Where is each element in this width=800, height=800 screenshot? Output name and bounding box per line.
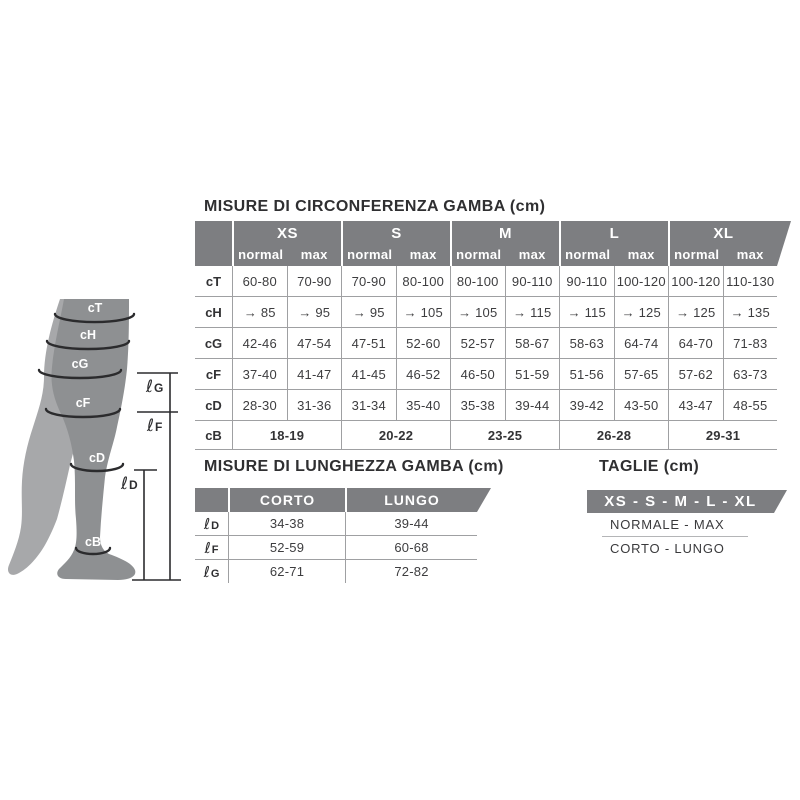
row-label: cB — [205, 427, 222, 443]
length-label-lf: ℓF — [147, 416, 163, 436]
table-cell: 100-120 — [668, 266, 723, 296]
table-cell: 64-74 — [614, 328, 669, 358]
taglie-title: TAGLIE (cm) — [599, 458, 700, 475]
table-cell: → 135 — [723, 297, 778, 327]
leg-label-ch: cH — [80, 328, 96, 342]
table-cell: 47-54 — [287, 328, 342, 358]
table-cell: 29-31 — [668, 421, 777, 449]
table-cell: 39-44 — [345, 512, 477, 535]
taglie-corto-lungo: CORTO - LUNGO — [610, 541, 725, 556]
table-cell: 26-28 — [559, 421, 668, 449]
length-table — [195, 488, 477, 583]
table-cell: → 105 — [396, 297, 451, 327]
subheader-normal: normal — [238, 246, 284, 262]
leg-label-cd: cD — [89, 451, 105, 465]
length-letter: F — [211, 544, 219, 556]
size-header-m: M — [499, 225, 512, 242]
length-symbol: ℓ — [203, 563, 210, 581]
table-cell: 51-59 — [505, 359, 560, 389]
table-cell: 46-52 — [396, 359, 451, 389]
row-label: cH — [205, 304, 222, 320]
leg-label-cf: cF — [75, 396, 91, 410]
table-cell: 90-110 — [559, 266, 614, 296]
subheader-max: max — [300, 246, 328, 262]
table-row — [195, 512, 477, 535]
table-cell: 41-45 — [341, 359, 396, 389]
table-cell: 39-44 — [505, 390, 560, 420]
size-group-l — [559, 221, 668, 266]
table-cell: 37-40 — [232, 359, 287, 389]
subheader-max: max — [736, 246, 764, 262]
subheader-row — [561, 244, 668, 264]
table-cell: 31-36 — [287, 390, 342, 420]
size-header-xl: XL — [713, 225, 734, 242]
table-cell: 43-50 — [614, 390, 669, 420]
table-cell: → 115 — [505, 297, 560, 327]
table-cell: 60-80 — [232, 266, 287, 296]
table-cell: 35-38 — [450, 390, 505, 420]
circumference-table-title: MISURE DI CIRCONFERENZA GAMBA (cm) — [204, 198, 546, 215]
table-row — [195, 266, 777, 296]
table-cell: 110-130 — [723, 266, 778, 296]
size-header-xs: XS — [276, 225, 298, 242]
size-header-l: L — [609, 225, 620, 242]
length-symbol: ℓ — [204, 539, 211, 557]
table-row — [195, 296, 777, 327]
table-cell: 58-67 — [505, 328, 560, 358]
table-cell: 80-100 — [396, 266, 451, 296]
subheader-normal: normal — [674, 246, 720, 262]
table-row — [195, 535, 477, 559]
column-header-lungo: LUNGO — [345, 488, 477, 512]
size-group-xs — [232, 221, 341, 266]
table-cell: 48-55 — [723, 390, 778, 420]
table-cell: 62-71 — [228, 560, 345, 583]
length-table-header-band — [195, 488, 477, 512]
table-cell: 72-82 — [345, 560, 477, 583]
size-header-s: S — [391, 225, 402, 242]
subheader-normal: normal — [456, 246, 502, 262]
table-cell: 42-46 — [232, 328, 287, 358]
subheader-row — [670, 244, 777, 264]
taglie-divider — [602, 536, 748, 537]
table-cell: → 125 — [614, 297, 669, 327]
table-cell: 39-42 — [559, 390, 614, 420]
row-label: cD — [205, 397, 222, 413]
subheader-normal: normal — [565, 246, 611, 262]
table-cell: 43-47 — [668, 390, 723, 420]
table-cell: 60-68 — [345, 536, 477, 559]
size-header-groups — [232, 221, 777, 266]
table-cell: 58-63 — [559, 328, 614, 358]
table-cell: → 105 — [450, 297, 505, 327]
table-cell: 46-50 — [450, 359, 505, 389]
size-group-m — [450, 221, 559, 266]
subheader-max: max — [409, 246, 437, 262]
leg-label-ct: cT — [87, 301, 103, 315]
table-cell: 52-59 — [228, 536, 345, 559]
leg-label-cb: cB — [85, 535, 101, 549]
table-cell: 52-57 — [450, 328, 505, 358]
size-group-xl — [668, 221, 777, 266]
column-header-corto: CORTO — [228, 488, 345, 512]
table-cell: 90-110 — [505, 266, 560, 296]
row-label: cF — [205, 366, 222, 382]
subheader-row — [343, 244, 450, 264]
table-cell: → 85 — [232, 297, 287, 327]
table-cell: → 125 — [668, 297, 723, 327]
length-letter: G — [210, 568, 220, 580]
taglie-sizes-band: XS - S - M - L - XL — [587, 490, 774, 513]
subheader-normal: normal — [347, 246, 393, 262]
size-group-s — [341, 221, 450, 266]
table-cell: 28-30 — [232, 390, 287, 420]
table-cell: 31-34 — [341, 390, 396, 420]
table-cell: 71-83 — [723, 328, 778, 358]
table-cell: 57-62 — [668, 359, 723, 389]
table-cell: 63-73 — [723, 359, 778, 389]
leg-measurement-diagram — [0, 293, 200, 588]
length-letter: D — [211, 520, 220, 532]
length-symbol: ℓ — [203, 515, 211, 533]
header-corner-cell — [195, 221, 232, 266]
table-cell: 70-90 — [287, 266, 342, 296]
subheader-row — [234, 244, 341, 264]
table-cell: 23-25 — [450, 421, 559, 449]
circumference-table-body — [195, 266, 777, 450]
table-cell: 80-100 — [450, 266, 505, 296]
table-cell: 51-56 — [559, 359, 614, 389]
taglie-normale-max: NORMALE - MAX — [610, 517, 725, 532]
table-row — [195, 389, 777, 420]
table-cell: 57-65 — [614, 359, 669, 389]
table-cell: 52-60 — [396, 328, 451, 358]
table-cell: → 95 — [341, 297, 396, 327]
table-cell: 20-22 — [341, 421, 450, 449]
leg-label-cg: cG — [71, 357, 89, 371]
length-table-title: MISURE DI LUNGHEZZA GAMBA (cm) — [204, 458, 504, 475]
table-row — [195, 327, 777, 358]
row-label: cT — [205, 273, 222, 289]
table-cell: 41-47 — [287, 359, 342, 389]
table-cell: → 95 — [287, 297, 342, 327]
subheader-max: max — [627, 246, 655, 262]
circumference-table — [195, 221, 777, 450]
table-cell: 70-90 — [341, 266, 396, 296]
table-cell: 34-38 — [228, 512, 345, 535]
table-cell: → 115 — [559, 297, 614, 327]
table-cell: 100-120 — [614, 266, 669, 296]
table-row — [195, 420, 777, 449]
table-cell: 47-51 — [341, 328, 396, 358]
table-row — [195, 559, 477, 583]
length-label-lg: ℓG — [146, 377, 164, 397]
circumference-table-header-band — [195, 221, 777, 266]
row-label: cG — [204, 335, 223, 351]
subheader-row — [452, 244, 559, 264]
table-row — [195, 358, 777, 389]
subheader-max: max — [518, 246, 546, 262]
length-label-ld: ℓD — [121, 474, 138, 494]
table-cell: 64-70 — [668, 328, 723, 358]
length-table-body — [195, 512, 477, 583]
table-cell: 35-40 — [396, 390, 451, 420]
table-cell: 18-19 — [232, 421, 341, 449]
